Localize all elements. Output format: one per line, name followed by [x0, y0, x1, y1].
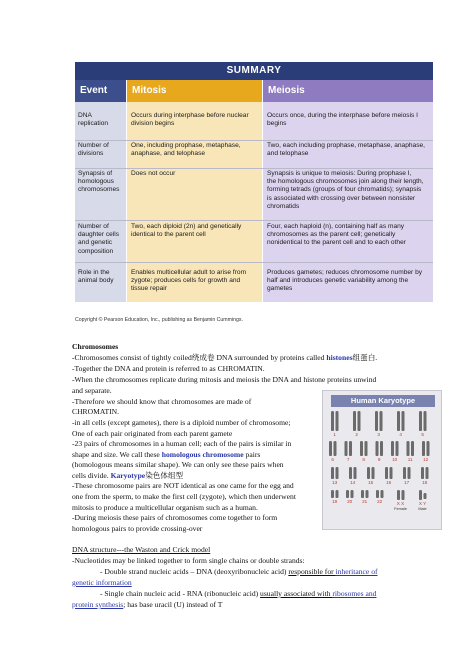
chromosome-number: 19 — [332, 499, 338, 504]
table-cell-event — [78, 112, 125, 128]
cell-line: Number of — [78, 142, 109, 149]
cell-line: chromatids — [267, 202, 300, 210]
chromosome-number: X X — [396, 501, 405, 506]
table-cell-mitosis — [131, 142, 259, 158]
chromosome-number: 22 — [377, 499, 383, 504]
paragraph-line — [100, 588, 376, 599]
paragraph-line: (homologous means similar shape). We can only see these pairs when — [72, 460, 284, 469]
chromosome — [380, 441, 383, 456]
chromosome — [336, 411, 339, 431]
paragraph-line: and separate. — [72, 386, 112, 395]
chromosome — [336, 467, 339, 479]
highlight-homologous: homologous chromosome — [161, 450, 244, 459]
chromosome — [331, 490, 334, 498]
chromosome-number: 14 — [350, 480, 356, 485]
male-label: Male — [418, 507, 427, 511]
chromosome — [390, 467, 393, 479]
chromosome — [367, 467, 370, 479]
chromosome-number: 15 — [368, 480, 374, 485]
chromosome — [331, 411, 334, 431]
chromosome-number: 11 — [407, 457, 413, 462]
paragraph-line: homologous pairs to provide crossing-over — [72, 524, 203, 533]
table-cell-meiosis — [267, 223, 431, 248]
chromosome-number: 10 — [392, 457, 398, 462]
chromosome-number: 5 — [421, 432, 424, 437]
cell-line: begins — [267, 120, 287, 128]
link-inheritance[interactable]: inheritance of — [335, 567, 378, 576]
cell-line: Enables multicellular adult to arise from — [131, 269, 247, 276]
cell-line: Two, each including prophase, metaphase, anaphase, — [267, 142, 425, 149]
cell-line: nonidentical to the parent cell and to each other — [267, 239, 406, 247]
cell-line: Occurs once, during the interphase before meiosis I — [267, 112, 419, 119]
paragraph-line — [72, 352, 377, 363]
chromosome — [397, 490, 400, 500]
chromosome-number: 6 — [331, 457, 334, 462]
cell-line: identical to the parent cell — [131, 231, 206, 239]
cell-line: animal body — [78, 277, 114, 285]
text-span: pairs — [243, 450, 261, 459]
cell-line: Occurs during interphase before nuclear — [131, 112, 249, 119]
link-protein-synthesis[interactable]: protein synthesis — [72, 600, 124, 609]
table-cell-meiosis — [267, 170, 431, 211]
cell-line: One, including prophase, metaphase, — [131, 142, 241, 149]
chromosome — [349, 467, 352, 479]
chromosome — [403, 467, 406, 479]
cell-line: Four, each haploid (n), containing half as many — [267, 223, 405, 230]
cell-line: gametes — [267, 285, 293, 293]
cell-line: and telophase — [267, 150, 309, 158]
text-span: 组蛋白. — [352, 353, 378, 362]
paragraph-line: one from the sperm, to make the first cell (zygote), which then underwent — [72, 492, 296, 501]
section-heading-dna: DNA structure---the Waston and Crick model — [72, 545, 211, 554]
copyright-note: Copyright © Pearson Education, Inc., publishing as Benjamin Cummings. — [75, 317, 243, 323]
link-ribosomes[interactable]: ribosomes and — [332, 589, 377, 598]
paragraph-line: -in all cells (except gametes), there is a diploid number of chromosome; — [72, 418, 291, 427]
paragraph-line: -Nucleotides may be linked together to form single chains or double strands: — [72, 556, 305, 565]
paragraph-line: -Therefore we should know that chromosomes are made of — [72, 397, 252, 406]
chromosome-number: 20 — [347, 499, 353, 504]
chromosome-number: 18 — [422, 480, 428, 485]
chromosome-number: 3 — [377, 432, 380, 437]
table-cell-mitosis — [131, 112, 259, 128]
chromosome — [351, 490, 354, 498]
karyotype-chart — [323, 391, 443, 531]
cell-line: Synapsis is unique to meiosis: During prophase I, — [267, 170, 412, 177]
chromosome — [329, 441, 332, 456]
summary-title: SUMMARY — [75, 62, 433, 80]
cell-line: Number of — [78, 223, 109, 230]
chromosome — [376, 490, 379, 498]
chromosome — [419, 411, 422, 431]
chromosome — [375, 411, 378, 431]
table-cell-meiosis — [267, 269, 431, 294]
table-cell-mitosis — [131, 223, 259, 239]
cell-line: division begins — [131, 120, 175, 128]
karyotype-image — [322, 390, 442, 530]
chromosome-number: 17 — [404, 480, 410, 485]
chromosome — [402, 411, 405, 431]
column-header-event: Event — [75, 80, 126, 102]
row-divider — [75, 168, 433, 169]
text-span: shape and size. We call these — [72, 450, 162, 459]
highlight-karyotype: Karyotype — [110, 471, 146, 480]
row-divider — [75, 140, 433, 141]
cell-line: divisions — [78, 150, 104, 158]
table-cell-meiosis — [267, 112, 431, 128]
chromosome — [419, 490, 422, 500]
chromosome — [402, 490, 405, 500]
chromosome-number: 8 — [362, 457, 365, 462]
column-header-mitosis: Mitosis — [127, 80, 262, 102]
cell-line: zygote; produces cells for growth and — [131, 277, 241, 285]
chromosome — [376, 441, 379, 456]
cell-line: composition — [78, 247, 114, 255]
column-header-meiosis: Meiosis — [263, 80, 433, 102]
paragraph-line: -Together the DNA and protein is referred to as CHROMATIN. — [72, 364, 265, 373]
chromosome — [331, 467, 334, 479]
chromosome — [426, 467, 429, 479]
chromosome — [397, 411, 400, 431]
paragraph-line: -During meiosis these pairs of chromosomes come together to form — [72, 513, 278, 522]
chromosome — [358, 411, 361, 431]
chromosome — [345, 441, 348, 456]
text-span: usually associated with — [260, 589, 333, 598]
cell-line: the homologous chromosomes join along their length, — [267, 178, 424, 186]
karyotype-title: Human Karyotype — [331, 395, 435, 407]
chromosome-number: 4 — [399, 432, 402, 437]
chromosome — [334, 441, 337, 456]
section-heading-chromosomes: Chromosomes — [72, 342, 119, 351]
text-span: ; has base uracil (U) instead of T — [123, 600, 223, 609]
chromosome — [424, 493, 427, 499]
cell-line: Produces gametes; reduces chromosome number by — [267, 269, 423, 276]
table-cell-event — [78, 269, 125, 285]
chromosome — [361, 490, 364, 498]
chromosome — [424, 411, 427, 431]
text-span: - Double strand nucleic acids – DNA (deoxyribonucleic acid) — [100, 567, 289, 576]
paragraph-line: One of each pair originated from each parent gamete — [72, 429, 233, 438]
paragraph-line — [72, 599, 222, 610]
chromosome-number: 16 — [386, 480, 392, 485]
cell-line: homologous — [78, 178, 114, 186]
table-cell-event — [78, 142, 125, 158]
chromosome-number: X Y — [418, 501, 427, 506]
text-span: 染色体组型 — [145, 471, 184, 480]
link-genetic-information[interactable]: genetic information — [72, 578, 132, 587]
chromosome — [354, 467, 357, 479]
row-divider — [75, 262, 433, 263]
table-cell-event — [78, 170, 125, 195]
chromosome-number: 7 — [346, 457, 350, 462]
chromosome — [407, 441, 410, 456]
paragraph-line: CHROMATIN. — [72, 407, 120, 416]
female-label: Female — [394, 507, 407, 511]
chromosome-number: 12 — [423, 457, 429, 462]
cell-line: replication — [78, 120, 109, 128]
cell-line: chromosomes — [78, 186, 120, 194]
highlight-histones: histones — [326, 353, 353, 362]
paragraph-line: -When the chromosomes replicate during mitosis and meiosis the DNA and histone proteins unwind — [72, 375, 377, 384]
chromosome — [380, 411, 383, 431]
cell-line: DNA — [78, 112, 92, 119]
table-cell-meiosis — [267, 142, 431, 158]
chromosome-number: 21 — [362, 499, 368, 504]
cell-line: Two, each diploid (2n) and genetically — [131, 223, 242, 230]
chromosome — [349, 441, 352, 456]
table-cell-mitosis — [131, 170, 259, 178]
chromosome — [365, 441, 368, 456]
chromosome — [372, 467, 375, 479]
text-span: -Chromosomes consist of tightly coiled绕成卷 DNA surrounded by proteins called — [72, 353, 327, 362]
row-divider — [75, 220, 433, 221]
chromosome — [422, 441, 425, 456]
paragraph-line — [100, 566, 378, 577]
chromosome — [427, 441, 430, 456]
cell-line: is associated with crossing over between nonsister — [267, 194, 416, 202]
summary-table — [75, 62, 433, 328]
cell-line: tissue repair — [131, 285, 167, 293]
cell-line: Does not occur — [131, 170, 176, 177]
chromosome-number: 13 — [332, 480, 338, 485]
chromosome — [396, 441, 399, 456]
chromosome — [391, 441, 394, 456]
cell-line: anaphase, and telophase — [131, 150, 206, 158]
cell-line: and genetic — [78, 239, 113, 247]
paragraph-line: -23 pairs of chromosomes in a human cell; each of the pairs is similar in — [72, 439, 292, 448]
chromosome — [336, 490, 339, 498]
text-span: cells divide. — [72, 471, 111, 480]
chromosome — [346, 490, 349, 498]
chromosome — [421, 467, 424, 479]
text-span: responsible for — [288, 567, 336, 576]
chromosome — [353, 411, 356, 431]
table-cell-event — [78, 223, 125, 256]
chromosome — [381, 490, 384, 498]
chromosome — [366, 490, 369, 498]
paragraph-line: mitosis to produce a multicellular organism such as a human. — [72, 503, 258, 512]
cell-line: Role in the — [78, 269, 110, 276]
cell-line: forming tetrads (groups of four chromatids); synapsis — [267, 186, 422, 194]
chromosome — [385, 467, 388, 479]
cell-line: Synapsis of — [78, 170, 113, 177]
chromosome — [360, 441, 363, 456]
chromosome — [411, 441, 414, 456]
cell-line: daughter cells — [78, 231, 120, 239]
paragraph-line: -These chromosome pairs are NOT identical as one came for the egg and — [72, 481, 294, 490]
table-cell-mitosis — [131, 269, 259, 294]
chromosome-number: 1 — [333, 432, 336, 437]
chromosome-number: 2 — [355, 432, 358, 437]
text-span: - Single chain nucleic acid - RNA (ribonucleic acid) — [100, 589, 261, 598]
cell-line: half and introduces genetic variability among the — [267, 277, 409, 285]
chromosome-number: 9 — [377, 457, 381, 462]
chromosome — [408, 467, 411, 479]
cell-line: chromosomes as the parent cell; genetically — [267, 231, 396, 239]
